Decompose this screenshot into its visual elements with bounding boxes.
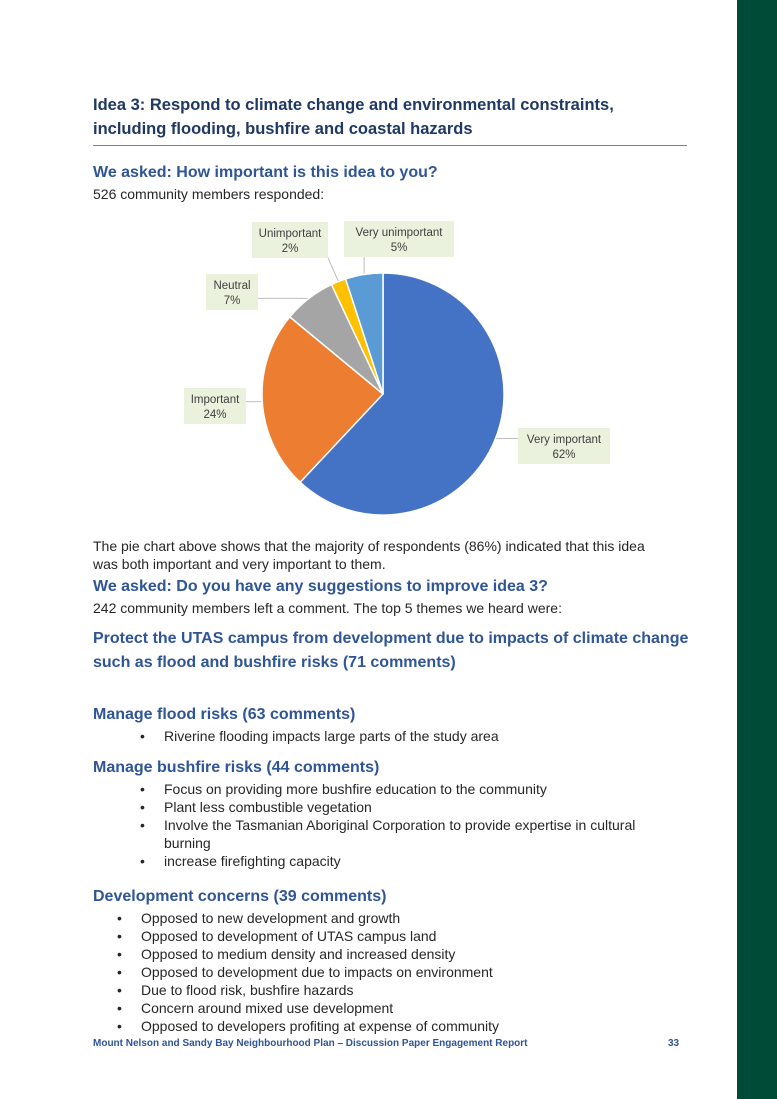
q1-respondents: 526 community members responded: [93,186,325,202]
theme-4-title: Development concerns (39 comments) [93,888,387,905]
list-item: • Riverine flooding impacts large parts of the study area [164,727,499,745]
slice-label: Unimportant [258,228,322,240]
idea-heading: Idea 3: Respond to climate change and environmental constraints, including flooding, bushfire and coastal hazards [93,93,687,146]
theme-3-list [164,780,674,870]
slice-label: Neutral [213,280,251,292]
list-item: • Focus on providing more bushfire education to the community [164,780,674,798]
slice-value-label: 5% [390,242,408,254]
theme-2-list [164,727,499,745]
theme-3-title: Manage bushfire risks (44 comments) [93,759,380,776]
slice-value-label: 7% [223,295,241,307]
theme-1-title: Protect the UTAS campus from development due to impacts of climate change such as flood and bushfire risks (71 comments) [93,630,689,671]
list-item: • Opposed to development of UTAS campus land [141,927,499,945]
slice-value-label: 24% [203,409,227,421]
slice-label: Very unimportant [355,227,443,239]
list-item: • Due to flood risk, bushfire hazards [141,981,499,999]
footer-title: Mount Nelson and Sandy Bay Neighbourhood Plan – Discussion Paper Engagement Report [93,1038,528,1049]
leader-line [328,258,338,281]
list-item: • Opposed to developers profiting at expense of community [141,1017,499,1035]
slice-value-label: 2% [281,243,299,255]
list-item: • Opposed to medium density and increased density [141,945,499,963]
pie-slices [262,273,504,515]
list-item: • Involve the Tasmanian Aboriginal Corporation to provide expertise in cultural burning [164,816,674,852]
list-item: • Plant less combustible vegetation [164,798,674,816]
theme-2-title: Manage flood risks (63 comments) [93,706,356,723]
side-band [737,0,777,1099]
q2-intro: 242 community members left a comment. The top 5 themes we heard were: [93,600,562,616]
q2-heading: We asked: Do you have any suggestions to improve idea 3? [93,578,548,595]
slice-label: Very important [526,434,602,446]
theme-4-list [141,909,499,1035]
page-number: 33 [668,1038,680,1049]
pie-chart [0,210,777,540]
chart-summary: The pie chart above shows that the majority of respondents (86%) indicated that this idea was both important and very important to them. [93,538,645,572]
list-item: • increase firefighting capacity [164,852,674,870]
list-item: • Opposed to development due to impacts on environment [141,963,499,981]
slice-value-label: 62% [552,449,576,461]
slice-label: Important [190,394,240,406]
list-item: • Concern around mixed use development [141,999,499,1017]
q1-heading: We asked: How important is this idea to you? [93,164,438,181]
list-item: • Opposed to new development and growth [141,909,499,927]
